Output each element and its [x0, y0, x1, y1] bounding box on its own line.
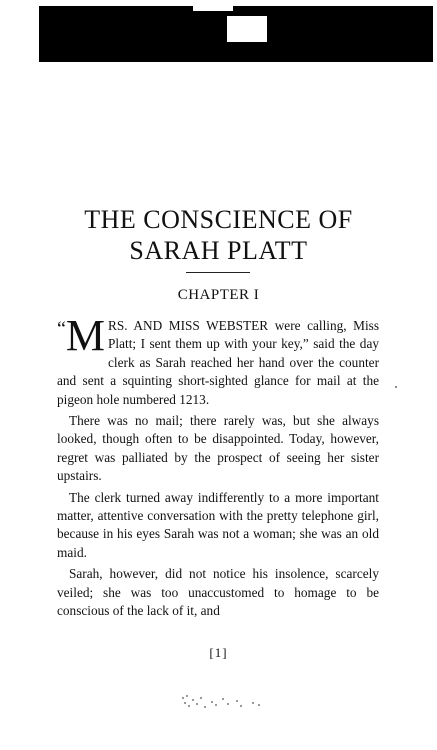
chapter-heading: CHAPTER I	[177, 287, 260, 303]
paragraph-1	[57, 311, 379, 409]
paragraph-4: Sarah, however, did not notice his insolence, scarcely veiled; she was too unaccustomed to homage to be conscious of the lack of it, and	[57, 566, 379, 619]
paragraph-1-text: RS. AND MISS WEBSTER were calling, Miss Platt; I sent them up with your key,” said the day clerk as Sarah reached her hand over the counter and sent a squinting short-sighted glance for mail at the pigeon hole numbered 1213.	[57, 318, 379, 407]
title-divider	[186, 272, 250, 273]
margin-speck	[395, 386, 397, 388]
drop-cap-letter: M	[65, 311, 106, 360]
opening-quote-mark: “	[57, 318, 66, 340]
redaction-bar-notch	[193, 6, 233, 11]
paragraph-3: The clerk turned away indifferently to a more important matter, attentive conversation with the pretty telephone girl, because in his eyes Sarah was not a woman; she was an old maid.	[57, 489, 379, 560]
book-title-line-2: SARAH PLATT	[129, 236, 308, 265]
redaction-bar-gap	[227, 16, 267, 42]
paragraph-2: There was no mail; there rarely was, but she always looked, though often to be disappointed. Today, however, regret was palliated by the prospect of seeing her sister upstairs.	[57, 413, 379, 484]
book-title-line-1: THE CONSCIENCE OF	[84, 205, 353, 234]
scan-artifact-specks	[178, 693, 278, 715]
page-number: [1]	[209, 645, 228, 660]
redaction-bar	[39, 6, 433, 62]
chapter-text	[57, 311, 379, 624]
